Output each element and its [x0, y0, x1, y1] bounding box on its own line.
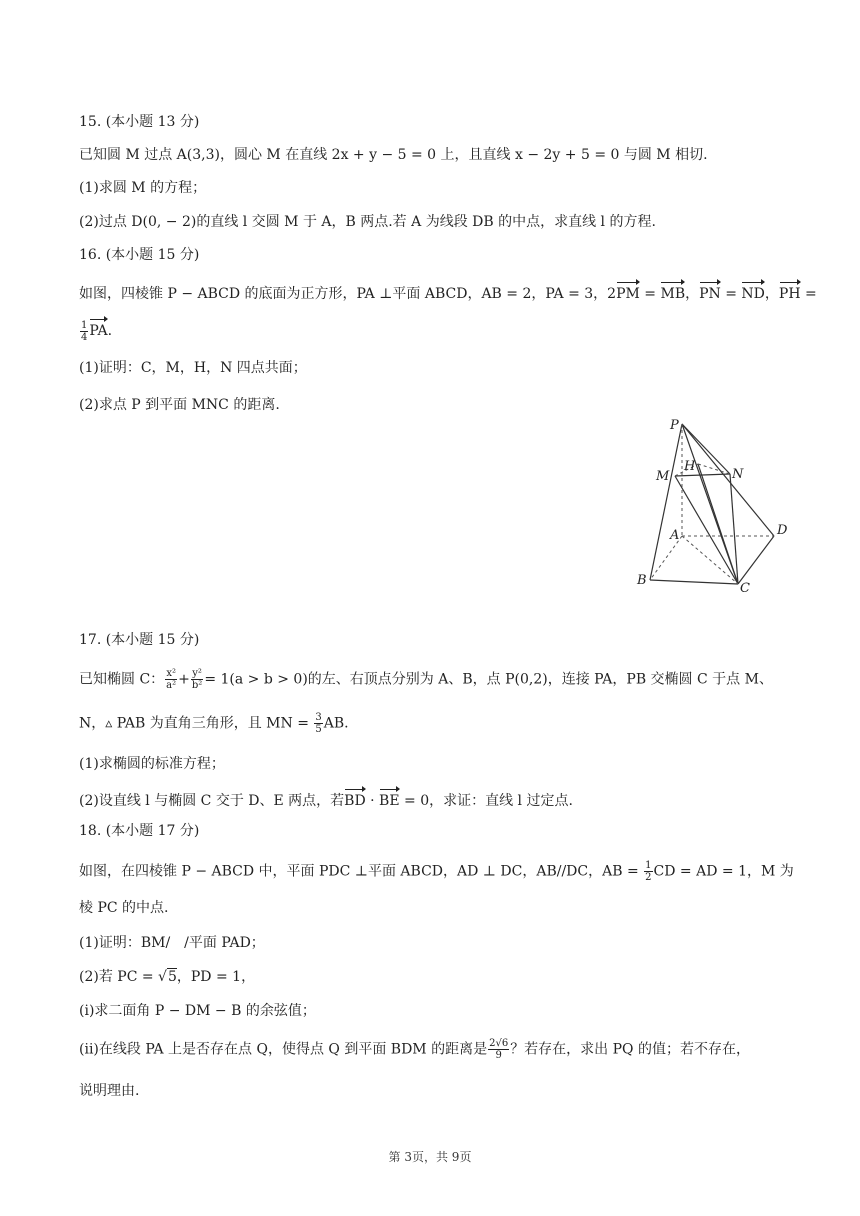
fraction-one-half: $\frac{1}{2}$: [645, 860, 652, 883]
q18-part-ii-cont: 说明理由.: [79, 1083, 140, 1099]
pyramid-figure: [628, 412, 798, 596]
vector-bd: BD: [344, 788, 366, 811]
label-d: D: [777, 523, 788, 538]
fraction-2root6-9: $\frac{2√6}{9}$: [489, 1038, 509, 1061]
q16-stem: [79, 281, 817, 304]
q16-part1: (1)证明：C，M，H，N 四点共面；: [79, 360, 307, 376]
q18-part-ii-a: (ii)在线段 PA 上是否存在点 Q，使得点 Q 到平面 BDM 的距离是: [79, 1041, 488, 1058]
q18-line2: 棱 PC 的中点.: [79, 900, 169, 916]
q15-stem: 已知圆 M 过点 A(3,3)，圆心 M 在直线 2x + y − 5 = 0 上，且直线 x − 2y + 5 = 0 与圆 M 相切.: [79, 147, 708, 163]
q17-line2: [79, 712, 349, 735]
vector-nd: ND: [741, 281, 764, 304]
q18-stem: [79, 860, 794, 883]
q17-plus: +: [178, 671, 190, 688]
q16-part2: (2)求点 P 到平面 MNC 的距离.: [79, 397, 280, 413]
fraction-y2-b2: $\frac{\text{y²}}{\text{b²}}$: [191, 668, 203, 691]
edge-cd: [738, 536, 774, 584]
vector-mb: MB: [660, 281, 685, 304]
label-p: P: [670, 418, 679, 433]
q17-part2-a: (2)设直线 l 与椭圆 C 交于 D、E 两点，若: [79, 793, 345, 809]
q17-part2: [79, 788, 573, 811]
q17-stem-b: = 1(a > b > 0)的左、右顶点分别为 A、B，点 P(0,2)，连接 PA，PB 交椭圆 C 于点 M、: [204, 671, 773, 688]
q18-stem-b: CD = AD = 1，M 为: [653, 863, 794, 880]
fraction-x2-a2: $\frac{\text{x²}}{\text{a²}}$: [166, 668, 177, 691]
vector-pn: PN: [699, 281, 721, 304]
q18-part-ii: [79, 1038, 750, 1061]
q17-line2-a: N，▵ PAB 为直角三角形，且 MN =: [79, 715, 314, 732]
label-n: N: [732, 467, 744, 482]
label-a: A: [670, 528, 680, 543]
q17-header: 17. (本小题 15 分): [79, 632, 200, 648]
q16-eq-2: =: [720, 286, 742, 302]
q16-eq-1: =: [639, 286, 661, 302]
label-b: B: [637, 573, 647, 588]
label-c: C: [740, 581, 750, 596]
fraction-one-quarter: $\frac{1}{4}$: [81, 319, 88, 343]
fraction-three-fifths: $\frac{3}{5}$: [315, 712, 322, 735]
q16-eq-3: =: [800, 286, 817, 302]
q18-part2: [79, 967, 255, 987]
q18-stem-a: 如图，在四棱锥 P − ABCD 中，平面 PDC ⊥平面 ABCD，AD ⊥ DC，AB//DC，AB =: [79, 863, 644, 880]
vector-pm: PM: [616, 281, 640, 304]
q16-header: 16. (本小题 15 分): [79, 247, 200, 263]
page-footer: 第 3页，共 9页: [388, 1150, 472, 1164]
q16-comma-2: ，: [764, 286, 779, 302]
edge-bc: [650, 580, 738, 584]
q16-stem-text: 如图，四棱锥 P − ABCD 的底面为正方形，PA ⊥平面 ABCD，AB = 2，PA = 3，2: [79, 286, 617, 302]
q17-part2-b: = 0，求证：直线 l 过定点.: [399, 793, 573, 809]
q18-part2-a: (2)若 PC = √: [79, 969, 167, 985]
q15-header: 15. (本小题 13 分): [79, 114, 200, 130]
q17-stem-a: 已知椭圆 C：: [79, 671, 165, 688]
edge-pd: [682, 424, 774, 536]
label-h: H: [684, 459, 696, 474]
q17-dot: ·: [365, 793, 380, 809]
q18-part2-b: ，PD = 1，: [176, 969, 256, 985]
q18-part1: (1)证明：BM/ /平面 PAD；: [79, 935, 265, 951]
edge-pb: [650, 424, 682, 580]
q15-part1: (1)求圆 M 的方程；: [79, 180, 207, 196]
q16-stem-cont: [79, 318, 112, 343]
vector-be: BE: [379, 788, 400, 811]
label-m: M: [656, 469, 670, 484]
q16-period: .: [107, 323, 113, 339]
vector-pa: PA: [89, 318, 107, 341]
vector-ph: PH: [779, 281, 801, 304]
q18-part-i: (i)求二面角 P − DM − B 的余弦值；: [79, 1003, 316, 1019]
sqrt-5: 5: [167, 969, 177, 985]
q17-line2-b: AB.: [323, 715, 349, 732]
q15-part2: (2)过点 D(0, − 2)的直线 l 交圆 M 于 A，B 两点.若 A 为线段 DB 的中点，求直线 l 的方程.: [79, 214, 656, 230]
q18-part-ii-b: ？若存在，求出 PQ 的值；若不存在，: [510, 1041, 750, 1058]
q18-header: 18. (本小题 17 分): [79, 823, 200, 839]
q16-comma-1: ，: [685, 286, 700, 302]
q17-part1: (1)求椭圆的标准方程；: [79, 756, 225, 772]
q17-stem: [79, 668, 773, 691]
edge-hc: [698, 464, 738, 584]
